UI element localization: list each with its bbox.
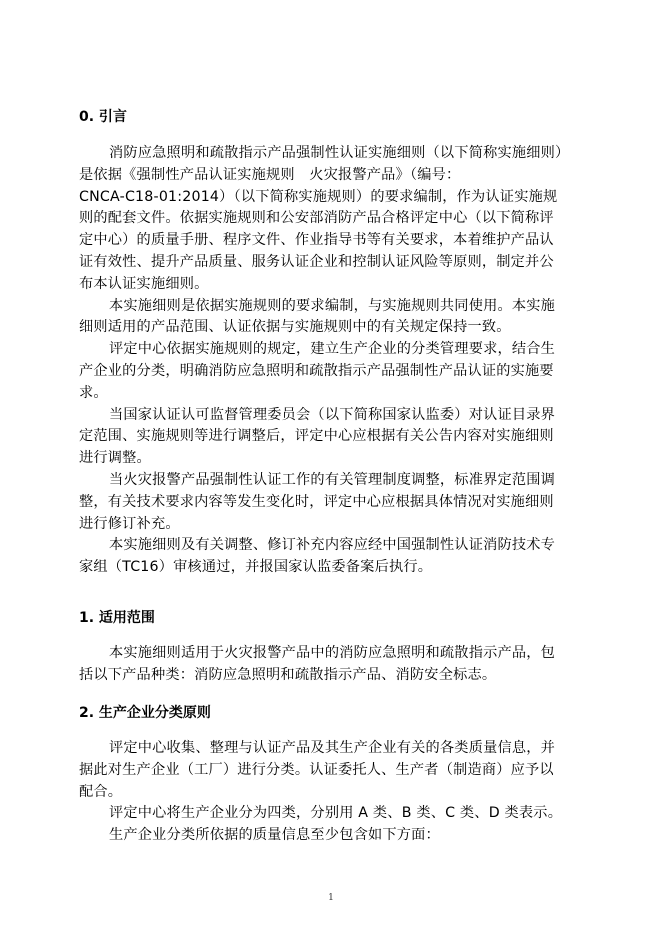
- section-heading-scope: 1. 适用范围: [79, 610, 155, 626]
- text-line: 是依据《强制性产品认证实施规则 火灾报警产品》（编号：: [79, 166, 461, 183]
- text-line: CNCA-C18-01:2014）（以下简称实施规则）的要求编制，作为认证实施规: [79, 188, 558, 205]
- text-line: 生产企业分类所依据的质量信息至少包含如下方面：: [109, 827, 440, 844]
- paragraph: [79, 143, 591, 579]
- text-line: 则的配套文件。依据实施规则和公安部消防产品合格评定中心（以下简称评: [79, 210, 554, 227]
- text-line: 评定中心将生产企业分为四类，分别用 A 类、B 类、C 类、D 类表示。: [109, 805, 563, 822]
- text-line: 进行修订补充。: [79, 515, 180, 532]
- text-line: 细则适用的产品范围、认证依据与实施规则中的有关规定保持一致。: [79, 319, 511, 336]
- text-line: 括以下产品种类：消防应急照明和疏散指示产品、消防安全标志。: [79, 666, 497, 683]
- paragraph: [79, 738, 591, 847]
- text-line: 家组（TC16）审核通过，并报国家认监委备案后执行。: [79, 559, 433, 576]
- text-line: 求。: [79, 384, 108, 401]
- text-line: 配合。: [79, 783, 123, 800]
- section-heading-classification: 2. 生产企业分类原则: [79, 705, 211, 721]
- text-line: 定范围、实施规则等进行调整后，评定中心应根据有关公告内容对实施细则: [79, 428, 554, 445]
- text-line: 整，有关技术要求内容等发生变化时，评定中心应根据具体情况对实施细则: [79, 493, 554, 510]
- text-line: 进行调整。: [79, 450, 151, 467]
- text-line: 布本认证实施细则。: [79, 275, 209, 292]
- paragraph: [79, 643, 591, 687]
- text-line: 当火灾报警产品强制性认证工作的有关管理制度调整，标准界定范围调: [109, 471, 556, 488]
- text-line: 评定中心收集、整理与认证产品及其生产企业有关的各类质量信息，并: [109, 740, 556, 756]
- text-line: 消防应急照明和疏散指示产品强制性认证实施细则（以下简称实施细则）: [109, 145, 570, 161]
- text-line: 产企业的分类，明确消防应急照明和疏散指示产品强制性产品认证的实施要: [79, 362, 554, 379]
- text-line: 本实施细则是依据实施规则的要求编制，与实施规则共同使用。本实施: [109, 297, 556, 314]
- text-line: 评定中心依据实施规则的规定，建立生产企业的分类管理要求，结合生: [109, 341, 556, 358]
- page-number: 1: [328, 893, 334, 903]
- text-line: 证有效性、提升产品质量、服务认证企业和控制认证风险等原则，制定并公: [79, 253, 554, 270]
- section-heading-introduction: 0. 引言: [79, 109, 127, 125]
- text-line: 本实施细则及有关调整、修订补充内容应经中国强制性认证消防技术专: [109, 537, 556, 554]
- text-line: 据此对生产企业（工厂）进行分类。认证委托人、生产者（制造商）应予以: [79, 761, 554, 778]
- text-line: 本实施细则适用于火灾报警产品中的消防应急照明和疏散指示产品，包: [109, 645, 556, 661]
- text-line: 当国家认证认可监督管理委员会（以下简称国家认监委）对认证目录界: [109, 406, 556, 423]
- text-line: 定中心）的质量手册、程序文件、作业指导书等有关要求，本着维护产品认: [79, 232, 554, 249]
